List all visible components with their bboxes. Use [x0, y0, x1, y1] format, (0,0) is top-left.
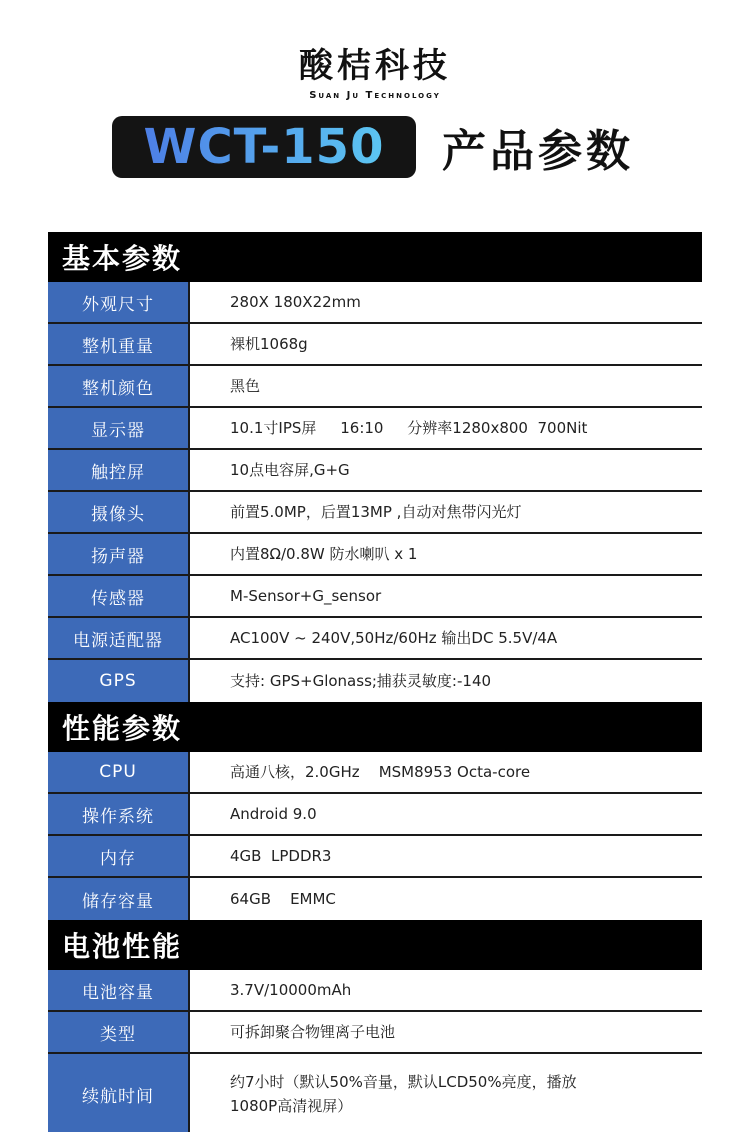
row-value: Android 9.0: [230, 805, 317, 823]
row-label: 外观尺寸: [48, 282, 190, 322]
row-label: 储存容量: [48, 878, 190, 920]
row-label: 整机颜色: [48, 366, 190, 406]
row-label: 内存: [48, 836, 190, 876]
row-value: 支持: GPS+Glonass;捕获灵敏度:-140: [230, 672, 492, 690]
model-name: WCT-150: [143, 119, 385, 175]
row-label: 类型: [48, 1012, 190, 1052]
row-value: 10.1寸IPS屏 16:10 分辨率1280x800 700Nit: [230, 419, 588, 437]
row-label: 续航时间: [48, 1054, 190, 1132]
brand-name-en: Suan Ju Technology: [309, 90, 441, 101]
table-row: [48, 618, 702, 660]
row-label: 操作系统: [48, 794, 190, 834]
row-value: 280X 180X22mm: [230, 293, 361, 311]
title-row: [112, 116, 634, 178]
section-header-battery: 电池性能: [48, 920, 702, 970]
brand-logo: [0, 46, 750, 101]
model-badge: [112, 116, 416, 178]
table-row: [48, 576, 702, 618]
table-row: [48, 450, 702, 492]
row-value: 高通八核，2.0GHz MSM8953 Octa-core: [230, 763, 531, 781]
row-value: 黑色: [230, 377, 261, 395]
section-header-basic: 基本参数: [48, 232, 702, 282]
row-label: CPU: [48, 752, 190, 792]
row-value: 内置8Ω/0.8W 防水喇叭 x 1: [230, 545, 418, 563]
table-row: [48, 1012, 702, 1054]
table-row: [48, 324, 702, 366]
row-label: 触控屏: [48, 450, 190, 490]
table-row: [48, 1054, 702, 1132]
row-value: AC100V ~ 240V,50Hz/60Hz 输出DC 5.5V/4A: [230, 629, 558, 647]
table-row: [48, 878, 702, 920]
table-row: [48, 794, 702, 836]
table-row: [48, 752, 702, 794]
row-value: 裸机1068g: [230, 335, 308, 353]
table-row: [48, 366, 702, 408]
row-value: 10点电容屏,G+G: [230, 461, 350, 479]
table-row: [48, 534, 702, 576]
row-value: 3.7V/10000mAh: [230, 981, 352, 999]
row-label: 传感器: [48, 576, 190, 616]
row-value: 64GB EMMC: [230, 890, 336, 908]
row-value: 前置5.0MP，后置13MP ,自动对焦带闪光灯: [230, 503, 522, 521]
row-label: 显示器: [48, 408, 190, 448]
row-label: 摄像头: [48, 492, 190, 532]
table-row: [48, 836, 702, 878]
section-header-performance: 性能参数: [48, 702, 702, 752]
row-value: 约7小时（默认50%音量，默认LCD50%亮度，播放1080P高清视屏）: [230, 1073, 577, 1115]
table-row: [48, 408, 702, 450]
table-row: [48, 492, 702, 534]
table-row: [48, 282, 702, 324]
brand-name-cn: 酸桔科技: [299, 46, 451, 86]
row-label: GPS: [48, 660, 190, 702]
table-row: [48, 970, 702, 1012]
row-value: 4GB LPDDR3: [230, 847, 332, 865]
spec-table: [48, 232, 702, 1132]
table-row: [48, 660, 702, 702]
row-label: 扬声器: [48, 534, 190, 574]
row-value: M-Sensor+G_sensor: [230, 587, 382, 605]
row-label: 整机重量: [48, 324, 190, 364]
page-title: 产品参数: [442, 126, 634, 177]
row-label: 电池容量: [48, 970, 190, 1010]
row-label: 电源适配器: [48, 618, 190, 658]
row-value: 可拆卸聚合物锂离子电池: [230, 1023, 396, 1041]
